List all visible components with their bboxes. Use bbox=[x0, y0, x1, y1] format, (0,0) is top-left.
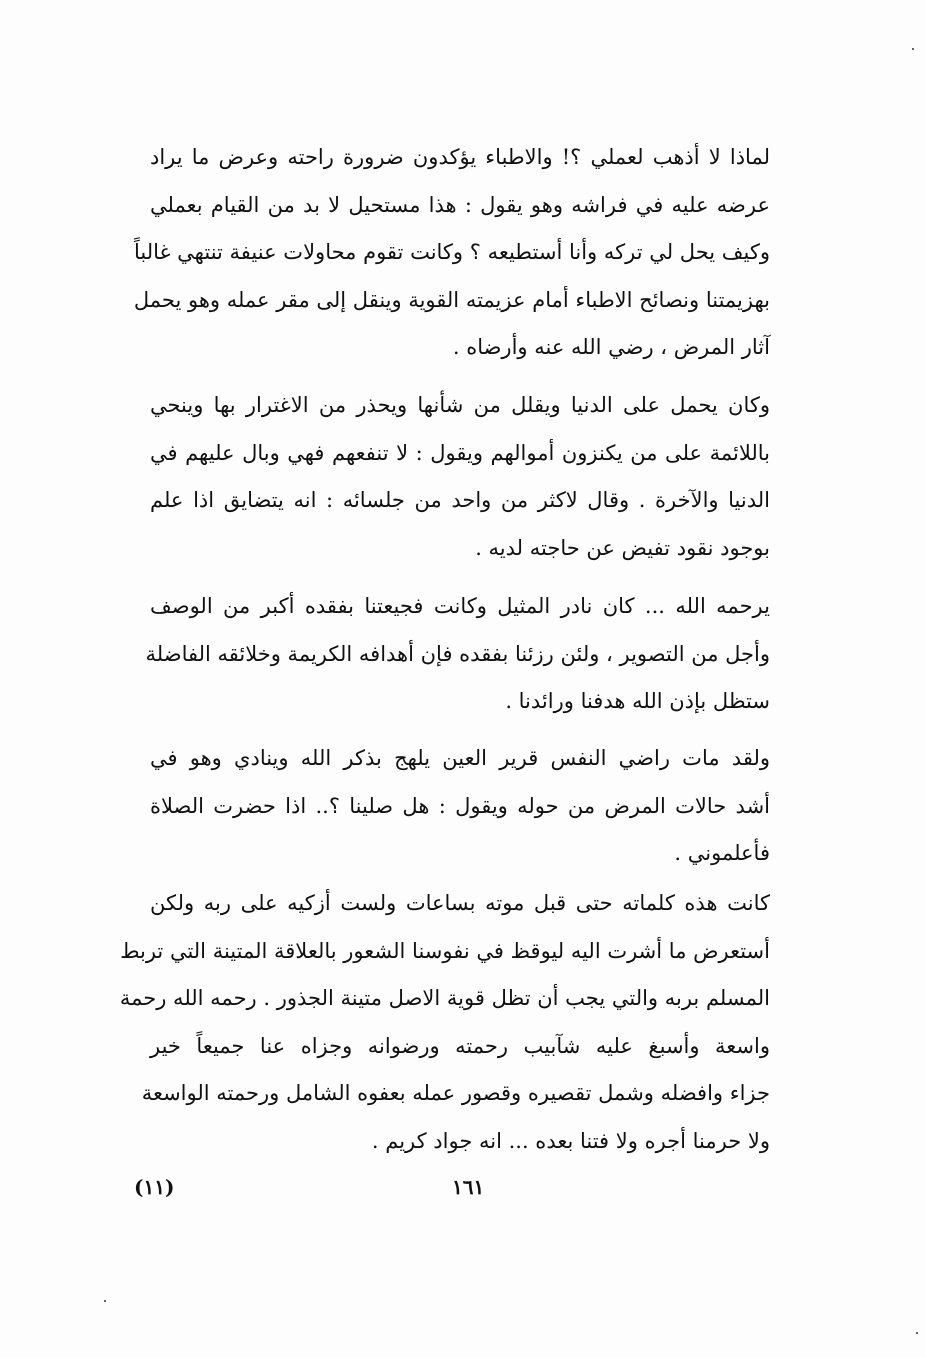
paragraph-4 bbox=[150, 735, 770, 878]
paragraph-5 bbox=[119, 880, 770, 1165]
paragraph-line: بهزيمتنا ونصائح الاطباء أمام عزيمته القوية وينقل إلى مقر عمله وهو يحمل bbox=[133, 287, 770, 312]
page-number: ١٦١ bbox=[452, 1175, 485, 1199]
paragraph-1 bbox=[133, 134, 770, 372]
paragraph-line: واسعة وأسبغ عليه شآبيب رحمته ورضوانه وجزاه عنا جميعاً خير bbox=[150, 1033, 770, 1058]
scan-speck bbox=[104, 1300, 106, 1302]
scan-speck bbox=[912, 48, 914, 50]
paragraph-line: ستظل بإذن الله هدفنا ورائدنا . bbox=[505, 689, 770, 713]
paragraph-2 bbox=[150, 382, 770, 572]
paragraph-line: آثار المرض ، رضي الله عنه وأرضاه . bbox=[452, 335, 770, 359]
paragraph-line: كانت هذه كلماته حتى قبل موته بساعات ولست أزكيه على ربه ولكن bbox=[150, 891, 770, 915]
paragraph-line: وكيف يحل لي تركه وأنا أستطيعه ؟ وكانت تقوم محاولات عنيفة تنتهي غالباً bbox=[133, 240, 770, 264]
paragraph-line: أستعرض ما أشرت اليه ليوقظ في نفوسنا الشعور بالعلاقة المتينة التي تربط bbox=[120, 938, 770, 963]
signature-number: (١١) bbox=[134, 1175, 175, 1199]
paragraph-line: بوجود نقود تفيض عن حاجته لديه . bbox=[475, 535, 770, 560]
paragraph-line: الدنيا والآخرة . وقال لاكثر من واحد من جلسائه : انه يتضايق اذا علم bbox=[150, 488, 770, 512]
paragraph-line: وكان يحمل على الدنيا ويقلل من شأنها ويحذر من الاغترار بها وينحي bbox=[150, 393, 770, 417]
paragraph-line: جزاء وافضله وشمل تقصيره وقصور عمله بعفوه الشامل ورحمته الواسعة bbox=[141, 1081, 770, 1105]
paragraph-line: أشد حالات المرض من حوله ويقول : هل صلينا ؟.. اذا حضرت الصلاة bbox=[150, 793, 770, 818]
paragraph-line: وأجل من التصوير ، ولئن رزئنا بفقده فإن أهدافه الكريمة وخلائقه الفاضلة bbox=[145, 641, 770, 666]
paragraph-line: عرضه عليه في فراشه وهو يقول : هذا مستحيل لا بد من القيام بعملي bbox=[150, 192, 770, 217]
paragraph-line: يرحمه الله ... كان نادر المثيل وكانت فجيعتنا بفقده أكبر من الوصف bbox=[150, 594, 770, 618]
paragraph-line: المسلم بربه والتي يجب أن تظل قوية الاصل متينة الجذور . رحمه الله رحمة bbox=[119, 986, 770, 1010]
paragraph-line: لماذا لا أذهب لعملي ؟! والاطباء يؤكدون ضرورة راحته وعرض ما يراد bbox=[150, 145, 770, 169]
paragraph-line: ولا حرمنا أجره ولا فتنا بعده ... انه جواد كريم . bbox=[371, 1128, 770, 1153]
paragraph-line: ولقد مات راضي النفس قرير العين يلهج بذكر الله وينادي وهو في bbox=[150, 746, 770, 770]
paragraph-3 bbox=[145, 583, 770, 726]
paragraph-line: باللائمة على من يكنزون أموالهم ويقول : لا تنفعهم فهي وبال عليهم في bbox=[150, 440, 770, 465]
scan-speck bbox=[916, 1332, 918, 1334]
paragraph-line: فأعلموني . bbox=[674, 841, 770, 865]
